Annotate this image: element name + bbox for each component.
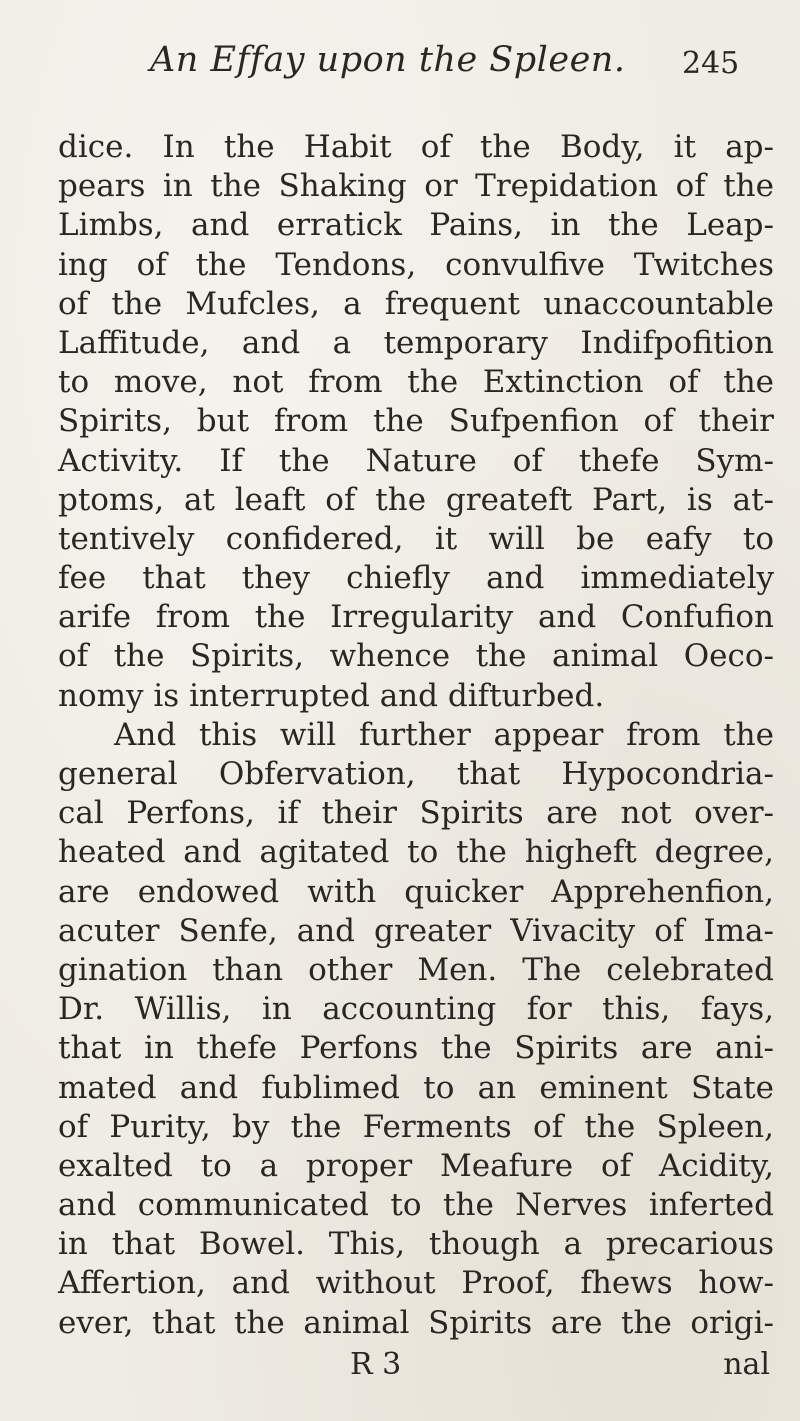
text-line: arife from the Irregularity and Confufion <box>58 599 774 636</box>
text-line: in that Bowel. This, though a precarious <box>58 1226 774 1263</box>
text-line: are endowed with quicker Apprehenfion, <box>58 873 774 910</box>
text-line: ing of the Tendons, convulfive Twitches <box>58 246 774 283</box>
text-line: heated and agitated to the higheft degree, <box>58 834 774 871</box>
text-line: ever, that the animal Spirits are the origi- <box>58 1304 774 1341</box>
text-line: Dr. Willis, in accounting for this, fays, <box>58 991 774 1028</box>
text-line: Limbs, and erratick Pains, in the Leap- <box>58 207 774 244</box>
body-text <box>58 128 774 1343</box>
text-line: of the Spirits, whence the animal Oeco- <box>58 638 774 675</box>
text-line: gination than other Men. The celebrated <box>58 951 774 988</box>
text-line: Spirits, but from the Sufpenfion of their <box>58 403 774 440</box>
text-line: mated and fublimed to an eminent State <box>58 1069 774 1106</box>
text-line: acuter Senfe, and greater Vivacity of Ima- <box>58 912 774 949</box>
text-line: general Obfervation, that Hypocondria- <box>58 756 774 792</box>
text-line: of the Mufcles, a frequent unaccountable <box>58 285 774 322</box>
text-line: that in thefe Perfons the Spirits are ani- <box>58 1030 774 1067</box>
text-line: Activity. If the Nature of thefe Sym- <box>58 442 774 479</box>
signature-mark: R 3 <box>350 1347 402 1382</box>
text-line: tentively confidered, it will be eafy to <box>58 520 774 557</box>
text-line: dice. In the Habit of the Body, it ap- <box>58 129 774 165</box>
text-line: of Purity, by the Ferments of the Spleen, <box>58 1108 774 1145</box>
text-line: to move, not from the Extinction of the <box>58 364 774 401</box>
text-line: exalted to a proper Meafure of Acidity, <box>58 1147 774 1184</box>
page-number: 245 <box>682 46 740 81</box>
page-footer <box>58 1347 774 1387</box>
text-line: Laffitude, and a temporary Indifpofition <box>58 324 774 361</box>
running-title: An Effay upon the Spleen. <box>150 40 626 80</box>
text-line: And this will further appear from the <box>114 716 774 753</box>
text-line: nomy is interrupted and difturbed. <box>58 677 605 714</box>
catchword: nal <box>723 1347 770 1382</box>
text-line: pears in the Shaking or Trepidation of the <box>58 168 774 205</box>
text-line: and communicated to the Nerves inferted <box>58 1187 774 1224</box>
text-line: cal Perfons, if their Spirits are not over- <box>58 795 774 832</box>
text-line: Affertion, and without Proof, fhews how- <box>58 1265 774 1302</box>
text-line: fee that they chiefly and immediately <box>58 560 774 597</box>
text-line: ptoms, at leaft of the greateft Part, is at- <box>58 481 774 518</box>
